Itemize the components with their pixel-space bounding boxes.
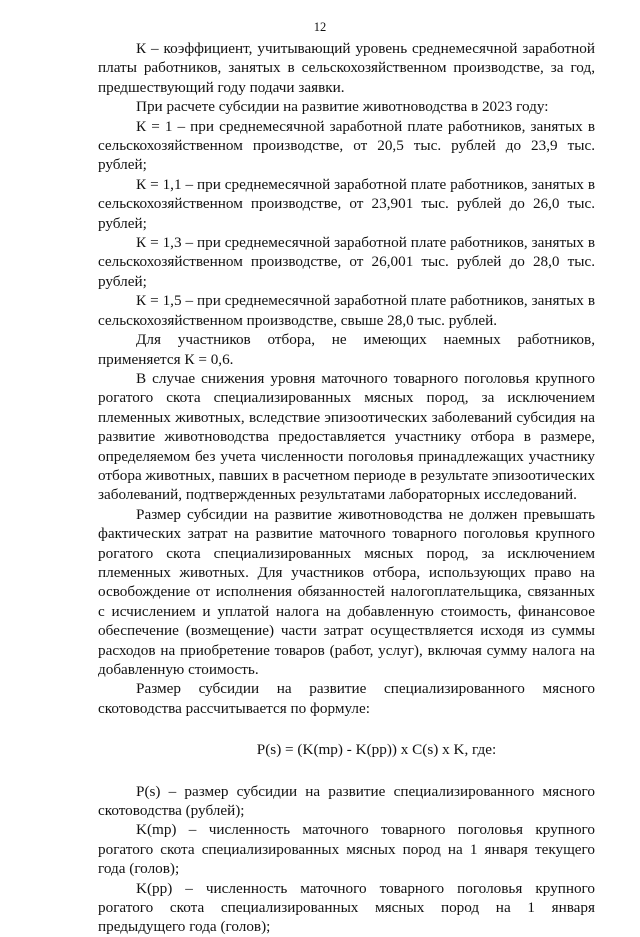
paragraph-calculation-2023: При расчете субсидии на развитие животноводства в 2023 году: xyxy=(136,98,549,116)
paragraph-no-employees: Для участников отбора, не имеющих наемных работников, применяется К = 0,6. xyxy=(98,331,595,368)
paragraph-formula-intro: Размер субсидии на развитие специализированного мясного скотоводства рассчитывается по формуле: xyxy=(98,680,595,717)
page-number: 12 xyxy=(313,20,327,34)
paragraph-k-1: К = 1 – при среднемесячной заработной плате работников, занятых в сельскохозяйственном производстве, от 20,5 тыс. рублей до 23,9 тыс. рублей; xyxy=(98,117,595,174)
paragraph-subsidy-limit: Размер субсидии на развитие животноводства не должен превышать фактических затрат на развитие маточного товарного поголовья крупного рогатого скота специализированных мясных пород, за исключением племенных животных. Для участников отбора, использующих право на освобождение от исполнения обязанностей налогоплательщика, связанных с исчислением и уплатой налога на добавленную стоимость, финансовое обеспечение (возмещение) части затрат осуществляется исходя из суммы расходов на приобретение товаров (работ, услуг), включая сумму налога на добавленную стоимость. xyxy=(98,505,595,678)
paragraph-k-1-1: К = 1,1 – при среднемесячной заработной плате работников, занятых в сельскохозяйственном производстве, от 23,901 тыс. рублей до 26,0 тыс. рублей; xyxy=(98,175,595,232)
paragraph-k-1-3: К = 1,3 – при среднемесячной заработной плате работников, занятых в сельскохозяйственном производстве, от 26,001 тыс. рублей до 28,0 тыс. рублей; xyxy=(98,234,595,290)
subsidy-formula: P(s) = (K(mp) - K(pp)) x C(s) x K, где: xyxy=(256,741,497,759)
definition-ps: P(s) – размер субсидии на развитие специализированного мясного скотоводства (рублей); xyxy=(98,782,595,820)
document-body xyxy=(98,39,595,937)
paragraph-epizootic: В случае снижения уровня маточного товарного поголовья крупного рогатого скота специализированных мясных пород, за исключением племенных животных, вследствие эпизоотических заболеваний субсидия на развитие животноводства предоставляется участнику отбора в размере, определяемом без учета численности поголовья принадлежащих участнику отбора животных, павших в расчетном периоде в результате эпизоотических заболеваний, подтвержденных результатами лабораторных исследований. xyxy=(98,369,595,504)
definition-kpp: K(pp) – численность маточного товарного поголовья крупного рогатого скота специализированных мясных пород на 1 января предыдущего года (голов); xyxy=(98,879,595,936)
paragraph-k-definition: К – коэффициент, учитывающий уровень среднемесячной заработной платы работников, занятых в сельскохозяйственном производстве, за год, предшествующий году подачи заявки. xyxy=(98,40,595,96)
paragraph-k-1-5: К = 1,5 – при среднемесячной заработной плате работников, занятых в сельскохозяйственном производстве, свыше 28,0 тыс. рублей. xyxy=(98,292,595,329)
definition-kmp: K(mp) – численность маточного товарного поголовья крупного рогатого скота специализированных мясных пород на 1 января текущего года (голов); xyxy=(98,821,595,878)
